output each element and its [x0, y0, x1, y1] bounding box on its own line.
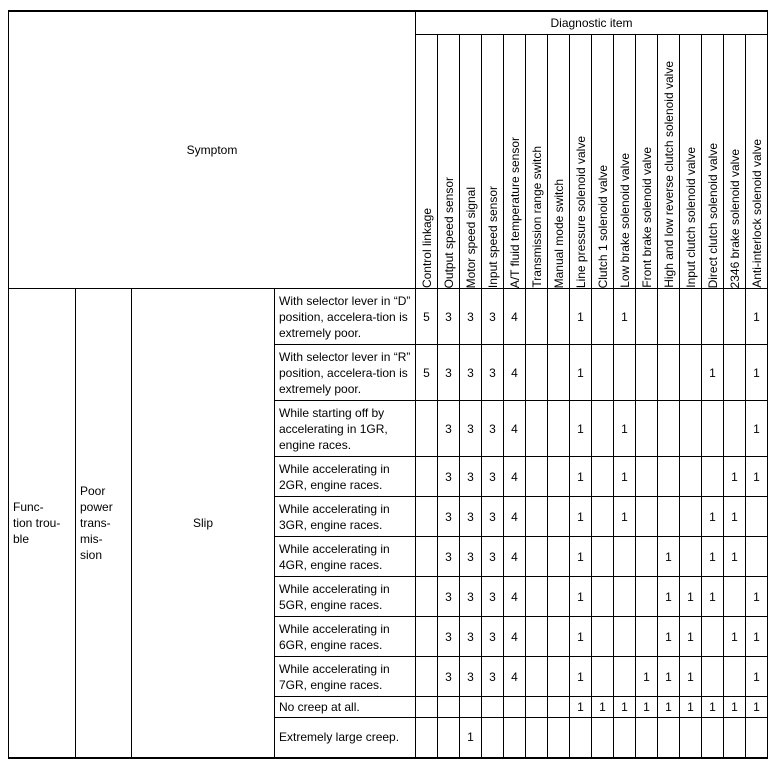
priority-value-cell [416, 537, 438, 577]
diagnostic-item-column-header [658, 35, 680, 289]
symptom-cell: While accelerating in 4GR, engine races. [275, 537, 416, 577]
priority-value-cell: 3 [482, 345, 504, 401]
priority-value-cell [592, 497, 614, 537]
priority-value-cell [438, 697, 460, 718]
priority-value-cell: 1 [680, 577, 702, 617]
priority-value-cell [614, 345, 636, 401]
priority-value-cell [416, 577, 438, 617]
diagnostic-item-header: Diagnostic item [416, 11, 768, 35]
priority-value-cell [614, 657, 636, 697]
priority-value-cell [680, 497, 702, 537]
priority-value-cell [548, 697, 570, 718]
priority-value-cell [482, 697, 504, 718]
priority-value-cell: 1 [658, 657, 680, 697]
category-poor-power-transmission: Poor power trans- mis- sion [76, 289, 132, 758]
priority-value-cell [724, 401, 746, 457]
priority-value-cell [636, 577, 658, 617]
priority-value-cell: 1 [746, 401, 768, 457]
priority-value-cell: 3 [460, 457, 482, 497]
priority-value-cell: 3 [438, 617, 460, 657]
priority-value-cell [526, 457, 548, 497]
diagnostic-item-label: Output speed sensor [441, 176, 456, 288]
priority-value-cell: 1 [570, 497, 592, 537]
symptom-header: Symptom [9, 11, 416, 289]
priority-value-cell [526, 289, 548, 345]
priority-value-cell [658, 718, 680, 758]
diagnostic-item-column-header [592, 35, 614, 289]
diagnostic-item-column-header [570, 35, 592, 289]
priority-value-cell [416, 497, 438, 537]
diagnostic-item-label: Anti-interlock solenoid valve [749, 139, 764, 288]
priority-value-cell: 1 [746, 617, 768, 657]
priority-value-cell: 3 [482, 657, 504, 697]
priority-value-cell [658, 289, 680, 345]
priority-value-cell [658, 457, 680, 497]
diagnostic-item-column-header [526, 35, 548, 289]
priority-value-cell [746, 497, 768, 537]
priority-value-cell [636, 718, 658, 758]
priority-value-cell: 1 [570, 289, 592, 345]
priority-value-cell: 3 [460, 657, 482, 697]
priority-value-cell: 1 [570, 697, 592, 718]
category-function-trouble: Func- tion trou- ble [9, 289, 76, 758]
diagnostic-item-column-header [548, 35, 570, 289]
priority-value-cell [724, 345, 746, 401]
priority-value-cell [680, 289, 702, 345]
diagnostic-item-column-header [614, 35, 636, 289]
priority-value-cell: 3 [438, 345, 460, 401]
diagnostic-item-column-header [746, 35, 768, 289]
priority-value-cell [460, 697, 482, 718]
priority-value-cell: 1 [614, 289, 636, 345]
diagnostic-item-column-header [680, 35, 702, 289]
priority-value-cell [658, 345, 680, 401]
priority-value-cell: 1 [658, 537, 680, 577]
priority-value-cell: 1 [614, 457, 636, 497]
priority-value-cell [614, 617, 636, 657]
priority-value-cell [724, 657, 746, 697]
priority-value-cell [548, 497, 570, 537]
priority-value-cell [636, 457, 658, 497]
priority-value-cell: 3 [460, 537, 482, 577]
table-row [9, 289, 768, 345]
priority-value-cell: 5 [416, 289, 438, 345]
symptom-cell: With selector lever in “D” position, accelera-tion is extremely poor. [275, 289, 416, 345]
priority-value-cell: 3 [460, 345, 482, 401]
priority-value-cell: 1 [724, 697, 746, 718]
priority-value-cell [702, 401, 724, 457]
priority-value-cell [680, 345, 702, 401]
priority-value-cell: 1 [680, 657, 702, 697]
diagnostic-item-label: Manual mode switch [551, 178, 566, 288]
priority-value-cell: 4 [504, 289, 526, 345]
priority-value-cell [548, 718, 570, 758]
priority-value-cell [526, 345, 548, 401]
diagnostic-item-label: Low brake solenoid valve [617, 153, 632, 288]
priority-value-cell: 1 [592, 697, 614, 718]
diagnostic-item-label: Line pressure solenoid valve [573, 135, 588, 288]
priority-value-cell: 4 [504, 497, 526, 537]
priority-value-cell [416, 718, 438, 758]
priority-value-cell: 1 [570, 577, 592, 617]
priority-value-cell: 1 [746, 345, 768, 401]
priority-value-cell: 3 [438, 457, 460, 497]
category-slip: Slip [132, 289, 275, 758]
priority-value-cell: 1 [702, 345, 724, 401]
priority-value-cell: 1 [570, 537, 592, 577]
diagnostic-item-column-header [724, 35, 746, 289]
priority-value-cell [636, 289, 658, 345]
diagnostic-item-label: Control linkage [419, 207, 434, 288]
priority-value-cell: 1 [746, 697, 768, 718]
priority-value-cell [702, 457, 724, 497]
priority-value-cell: 1 [636, 697, 658, 718]
priority-value-cell [438, 718, 460, 758]
priority-value-cell [614, 718, 636, 758]
diagnostic-item-label: Transmission range switch [529, 146, 544, 288]
priority-value-cell [526, 497, 548, 537]
priority-value-cell: 3 [438, 497, 460, 537]
symptom-cell: No creep at all. [275, 697, 416, 718]
priority-value-cell [548, 537, 570, 577]
priority-value-cell [702, 657, 724, 697]
diagnostic-item-label: High and low reverse clutch solenoid valve [661, 61, 676, 288]
priority-value-cell [548, 657, 570, 697]
diagnostic-item-label: Clutch 1 solenoid valve [595, 164, 610, 288]
priority-value-cell: 1 [570, 401, 592, 457]
diagnostic-item-label: Input clutch solenoid valve [683, 147, 698, 288]
priority-value-cell [548, 617, 570, 657]
diagnostic-item-column-header [482, 35, 504, 289]
priority-value-cell: 3 [482, 577, 504, 617]
priority-value-cell: 1 [746, 289, 768, 345]
priority-value-cell [526, 718, 548, 758]
priority-value-cell [702, 289, 724, 345]
priority-value-cell [416, 457, 438, 497]
diagnostic-item-column-header [438, 35, 460, 289]
priority-value-cell [592, 718, 614, 758]
priority-value-cell [526, 657, 548, 697]
priority-value-cell: 4 [504, 617, 526, 657]
priority-value-cell [526, 577, 548, 617]
priority-value-cell [570, 718, 592, 758]
priority-value-cell: 1 [724, 457, 746, 497]
priority-value-cell: 3 [482, 289, 504, 345]
priority-value-cell: 1 [680, 697, 702, 718]
diagnostic-item-column-header [504, 35, 526, 289]
priority-value-cell: 1 [614, 497, 636, 537]
symptom-cell: While accelerating in 2GR, engine races. [275, 457, 416, 497]
priority-value-cell: 1 [724, 617, 746, 657]
priority-value-cell [680, 718, 702, 758]
priority-value-cell: 1 [746, 457, 768, 497]
priority-value-cell [680, 537, 702, 577]
priority-value-cell: 3 [460, 401, 482, 457]
priority-value-cell: 1 [746, 577, 768, 617]
symptom-cell: While accelerating in 5GR, engine races. [275, 577, 416, 617]
priority-value-cell [746, 537, 768, 577]
symptom-cell: While starting off by accelerating in 1GR, engine races. [275, 401, 416, 457]
priority-value-cell [614, 577, 636, 617]
priority-value-cell [724, 577, 746, 617]
diagnostic-table [8, 10, 768, 759]
priority-value-cell [504, 718, 526, 758]
priority-value-cell [658, 401, 680, 457]
priority-value-cell [548, 457, 570, 497]
priority-value-cell: 3 [438, 577, 460, 617]
priority-value-cell [548, 577, 570, 617]
priority-value-cell [680, 457, 702, 497]
priority-value-cell [592, 289, 614, 345]
priority-value-cell [592, 537, 614, 577]
priority-value-cell: 1 [702, 497, 724, 537]
symptom-cell: With selector lever in “R” position, accelera-tion is extremely poor. [275, 345, 416, 401]
priority-value-cell [636, 345, 658, 401]
priority-value-cell [592, 401, 614, 457]
priority-value-cell [724, 289, 746, 345]
diagnostic-item-label: A/T fluid temperature sensor [507, 136, 522, 288]
priority-value-cell [526, 537, 548, 577]
symptom-cell: Extremely large creep. [275, 718, 416, 758]
priority-value-cell [526, 401, 548, 457]
priority-value-cell: 4 [504, 401, 526, 457]
diagnostic-item-column-header [702, 35, 724, 289]
priority-value-cell [746, 718, 768, 758]
priority-value-cell: 1 [570, 657, 592, 697]
priority-value-cell [702, 617, 724, 657]
diagnostic-item-label: Front brake solenoid valve [639, 147, 654, 288]
priority-value-cell: 3 [460, 497, 482, 537]
priority-value-cell [614, 537, 636, 577]
priority-value-cell: 3 [460, 577, 482, 617]
priority-value-cell: 1 [658, 617, 680, 657]
priority-value-cell: 4 [504, 577, 526, 617]
priority-value-cell: 1 [680, 617, 702, 657]
priority-value-cell: 1 [702, 577, 724, 617]
symptom-cell: While accelerating in 6GR, engine races. [275, 617, 416, 657]
priority-value-cell [636, 537, 658, 577]
table-body [9, 289, 768, 758]
priority-value-cell: 3 [438, 537, 460, 577]
priority-value-cell: 3 [482, 401, 504, 457]
priority-value-cell: 1 [614, 697, 636, 718]
diagnostic-item-label: Direct clutch solenoid valve [705, 142, 720, 288]
priority-value-cell [504, 697, 526, 718]
priority-value-cell [548, 345, 570, 401]
priority-value-cell [416, 401, 438, 457]
priority-value-cell: 1 [570, 345, 592, 401]
priority-value-cell: 3 [482, 457, 504, 497]
priority-value-cell [724, 718, 746, 758]
priority-value-cell [416, 617, 438, 657]
priority-value-cell: 1 [570, 457, 592, 497]
priority-value-cell: 1 [570, 617, 592, 657]
priority-value-cell: 3 [438, 657, 460, 697]
priority-value-cell [526, 617, 548, 657]
priority-value-cell [592, 577, 614, 617]
priority-value-cell: 5 [416, 345, 438, 401]
priority-value-cell [548, 401, 570, 457]
priority-value-cell: 3 [460, 617, 482, 657]
priority-value-cell: 1 [658, 697, 680, 718]
priority-value-cell [680, 401, 702, 457]
priority-value-cell [658, 497, 680, 537]
priority-value-cell [702, 718, 724, 758]
priority-value-cell [592, 617, 614, 657]
diagnostic-item-label: 2346 brake solenoid valve [727, 148, 742, 288]
priority-value-cell: 4 [504, 657, 526, 697]
priority-value-cell [482, 718, 504, 758]
priority-value-cell: 1 [614, 401, 636, 457]
priority-value-cell [592, 345, 614, 401]
priority-value-cell: 1 [724, 537, 746, 577]
priority-value-cell: 1 [460, 718, 482, 758]
priority-value-cell [592, 457, 614, 497]
diagnostic-item-column-header [460, 35, 482, 289]
priority-value-cell: 1 [702, 537, 724, 577]
diagnostic-item-column-header [636, 35, 658, 289]
priority-value-cell: 1 [658, 577, 680, 617]
diagnostic-item-label: Motor speed signal [463, 186, 478, 288]
priority-value-cell [592, 657, 614, 697]
priority-value-cell [636, 617, 658, 657]
symptom-cell: While accelerating in 7GR, engine races. [275, 657, 416, 697]
priority-value-cell: 3 [438, 289, 460, 345]
diagnostic-item-column-header [416, 35, 438, 289]
priority-value-cell: 1 [702, 697, 724, 718]
priority-value-cell: 1 [746, 657, 768, 697]
priority-value-cell [548, 289, 570, 345]
priority-value-cell: 3 [460, 289, 482, 345]
priority-value-cell [636, 401, 658, 457]
priority-value-cell: 3 [438, 401, 460, 457]
priority-value-cell: 4 [504, 537, 526, 577]
priority-value-cell [526, 697, 548, 718]
priority-value-cell: 3 [482, 537, 504, 577]
priority-value-cell: 1 [724, 497, 746, 537]
priority-value-cell: 3 [482, 497, 504, 537]
priority-value-cell: 3 [482, 617, 504, 657]
symptom-cell: While accelerating in 3GR, engine races. [275, 497, 416, 537]
priority-value-cell: 4 [504, 345, 526, 401]
priority-value-cell [636, 497, 658, 537]
diagnostic-item-label: Input speed sensor [485, 185, 500, 288]
priority-value-cell [416, 657, 438, 697]
priority-value-cell [416, 697, 438, 718]
priority-value-cell: 4 [504, 457, 526, 497]
priority-value-cell: 1 [636, 657, 658, 697]
